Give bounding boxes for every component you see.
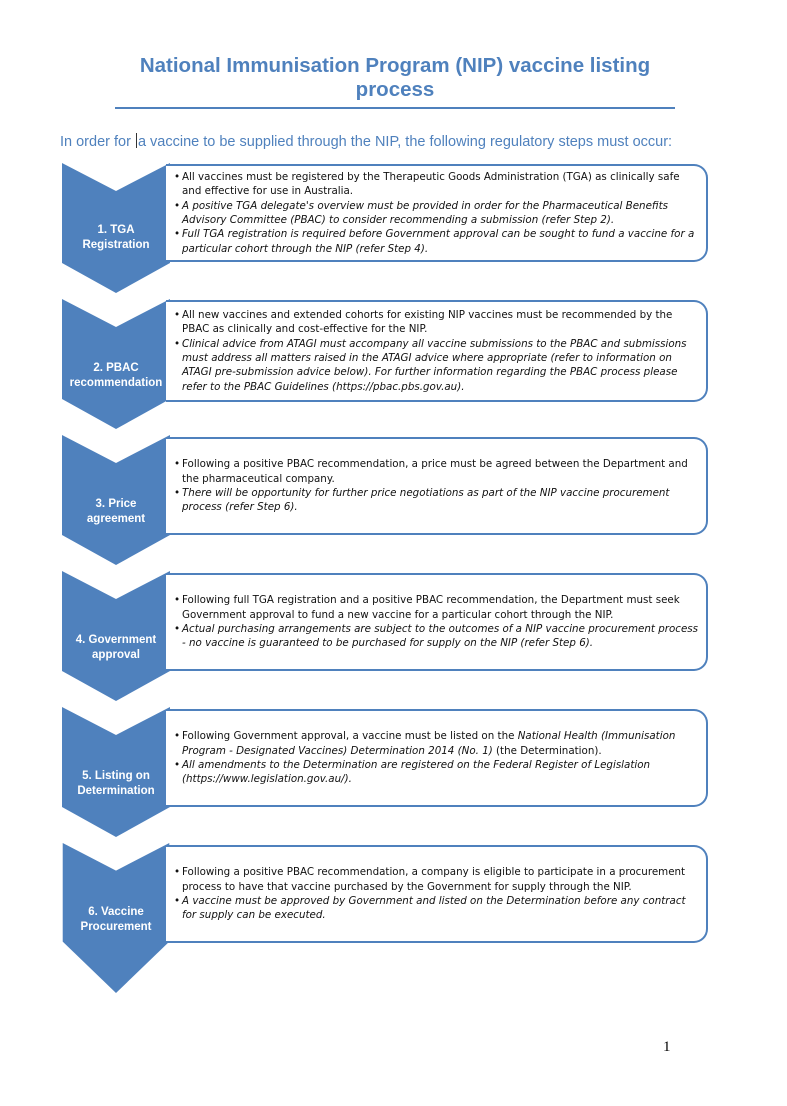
step-title: agreement bbox=[86, 513, 146, 525]
bullet-item: • All new vaccines and extended cohorts for existing NIP vaccines must be recommended by the PBAC as clinically and cost-effective for the NIP. bbox=[174, 308, 700, 337]
step-detail-box bbox=[166, 164, 708, 262]
step-title: Determination bbox=[77, 785, 155, 797]
step-number: 6. Vaccine bbox=[88, 906, 144, 918]
step-5-listing-on-determination bbox=[0, 707, 787, 857]
step-title: Procurement bbox=[80, 921, 152, 933]
intro-text bbox=[60, 133, 740, 151]
step-detail-box bbox=[166, 573, 708, 671]
bullet-item: • Following a positive PBAC recommendation, a company is eligible to participate in a procurement process to have that vaccine purchased by the Government for supply through the NIP. bbox=[174, 865, 700, 894]
bullet-item: • Clinical advice from ATAGI must accompany all vaccine submissions to the PBAC and submissions must address all matters raised in the ATAGI advice where appropriate (refer to information on ATAGI pre-submission advice below). For further information regarding the PBAC process please refer to the PBAC Guidelines (https://pbac.pbs.gov.au). bbox=[174, 337, 700, 395]
page-title: National Immunisation Program (NIP) vaccine listing process bbox=[139, 54, 651, 101]
bullet-text-plain: (the Determination). bbox=[492, 744, 602, 757]
determination-name: National Health (Immunisation Program - Designated Vaccines) Determination 2014 (No. 1) bbox=[182, 730, 676, 757]
bullet-item bbox=[174, 729, 700, 758]
step-label bbox=[66, 633, 166, 663]
step-number: 1. TGA bbox=[97, 224, 135, 236]
step-detail-box bbox=[166, 300, 708, 402]
step-label bbox=[66, 223, 166, 253]
step-number: 5. Listing on bbox=[82, 770, 150, 782]
step-3-price-agreement bbox=[0, 435, 787, 585]
bullet-item: • All amendments to the Determination are registered on the Federal Register of Legislation (https://www.legislation.gov.au/). bbox=[174, 758, 700, 787]
step-title: Registration bbox=[82, 239, 150, 251]
step-4-government-approval bbox=[0, 571, 787, 721]
bullet-item: • A vaccine must be approved by Government and listed on the Determination before any contract for supply can be executed. bbox=[174, 894, 700, 923]
bullet-item: • There will be opportunity for further price negotiations as part of the NIP vaccine procurement process (refer Step 6). bbox=[174, 486, 700, 515]
title-divider bbox=[115, 107, 675, 109]
step-6-vaccine-procurement bbox=[0, 843, 787, 993]
text-cursor-icon bbox=[136, 133, 137, 148]
step-label bbox=[66, 497, 166, 527]
step-title: approval bbox=[92, 649, 140, 661]
step-title: recommendation bbox=[69, 377, 163, 389]
bullet-item: • All vaccines must be registered by the Therapeutic Goods Administration (TGA) as clinically safe and effective for use in Australia. bbox=[174, 170, 700, 199]
bullet-item: • Full TGA registration is required before Government approval can be sought to fund a vaccine for a particular cohort through the NIP (refer Step 4). bbox=[174, 227, 700, 256]
step-label bbox=[66, 905, 166, 935]
page-number: 1 bbox=[663, 1039, 671, 1055]
bullet-text-plain: Following Government approval, a vaccine must be listed on the bbox=[182, 730, 518, 743]
bullet-item: • A positive TGA delegate's overview must be provided in order for the Pharmaceutical Benefits Advisory Committee (PBAC) to consider recommending a submission (refer Step 2). bbox=[174, 199, 700, 228]
bullet-item: • Following a positive PBAC recommendation, a price must be agreed between the Department and the pharmaceutical company. bbox=[174, 457, 700, 486]
step-detail-box bbox=[166, 437, 708, 535]
step-number: 2. PBAC bbox=[93, 362, 139, 374]
step-label bbox=[66, 769, 166, 799]
step-label bbox=[66, 361, 166, 391]
step-detail-box bbox=[166, 845, 708, 943]
step-number: 3. Price bbox=[95, 498, 137, 510]
bullet-item: • Actual purchasing arrangements are subject to the outcomes of a NIP vaccine procurement process - no vaccine is guaranteed to be purchased for supply on the NIP (refer Step 6). bbox=[174, 622, 700, 651]
step-number: 4. Government bbox=[75, 634, 157, 646]
intro-text-start: In order for bbox=[60, 134, 135, 150]
bullet-item: • Following full TGA registration and a positive PBAC recommendation, the Department must seek Government approval to fund a new vaccine for a particular cohort through the NIP. bbox=[174, 593, 700, 622]
step-2-pbac-recommendation bbox=[0, 299, 787, 449]
intro-text-rest: a vaccine to be supplied through the NIP, the following regulatory steps must occur: bbox=[137, 134, 673, 150]
step-1-tga-registration bbox=[0, 163, 787, 313]
step-detail-box bbox=[166, 709, 708, 807]
